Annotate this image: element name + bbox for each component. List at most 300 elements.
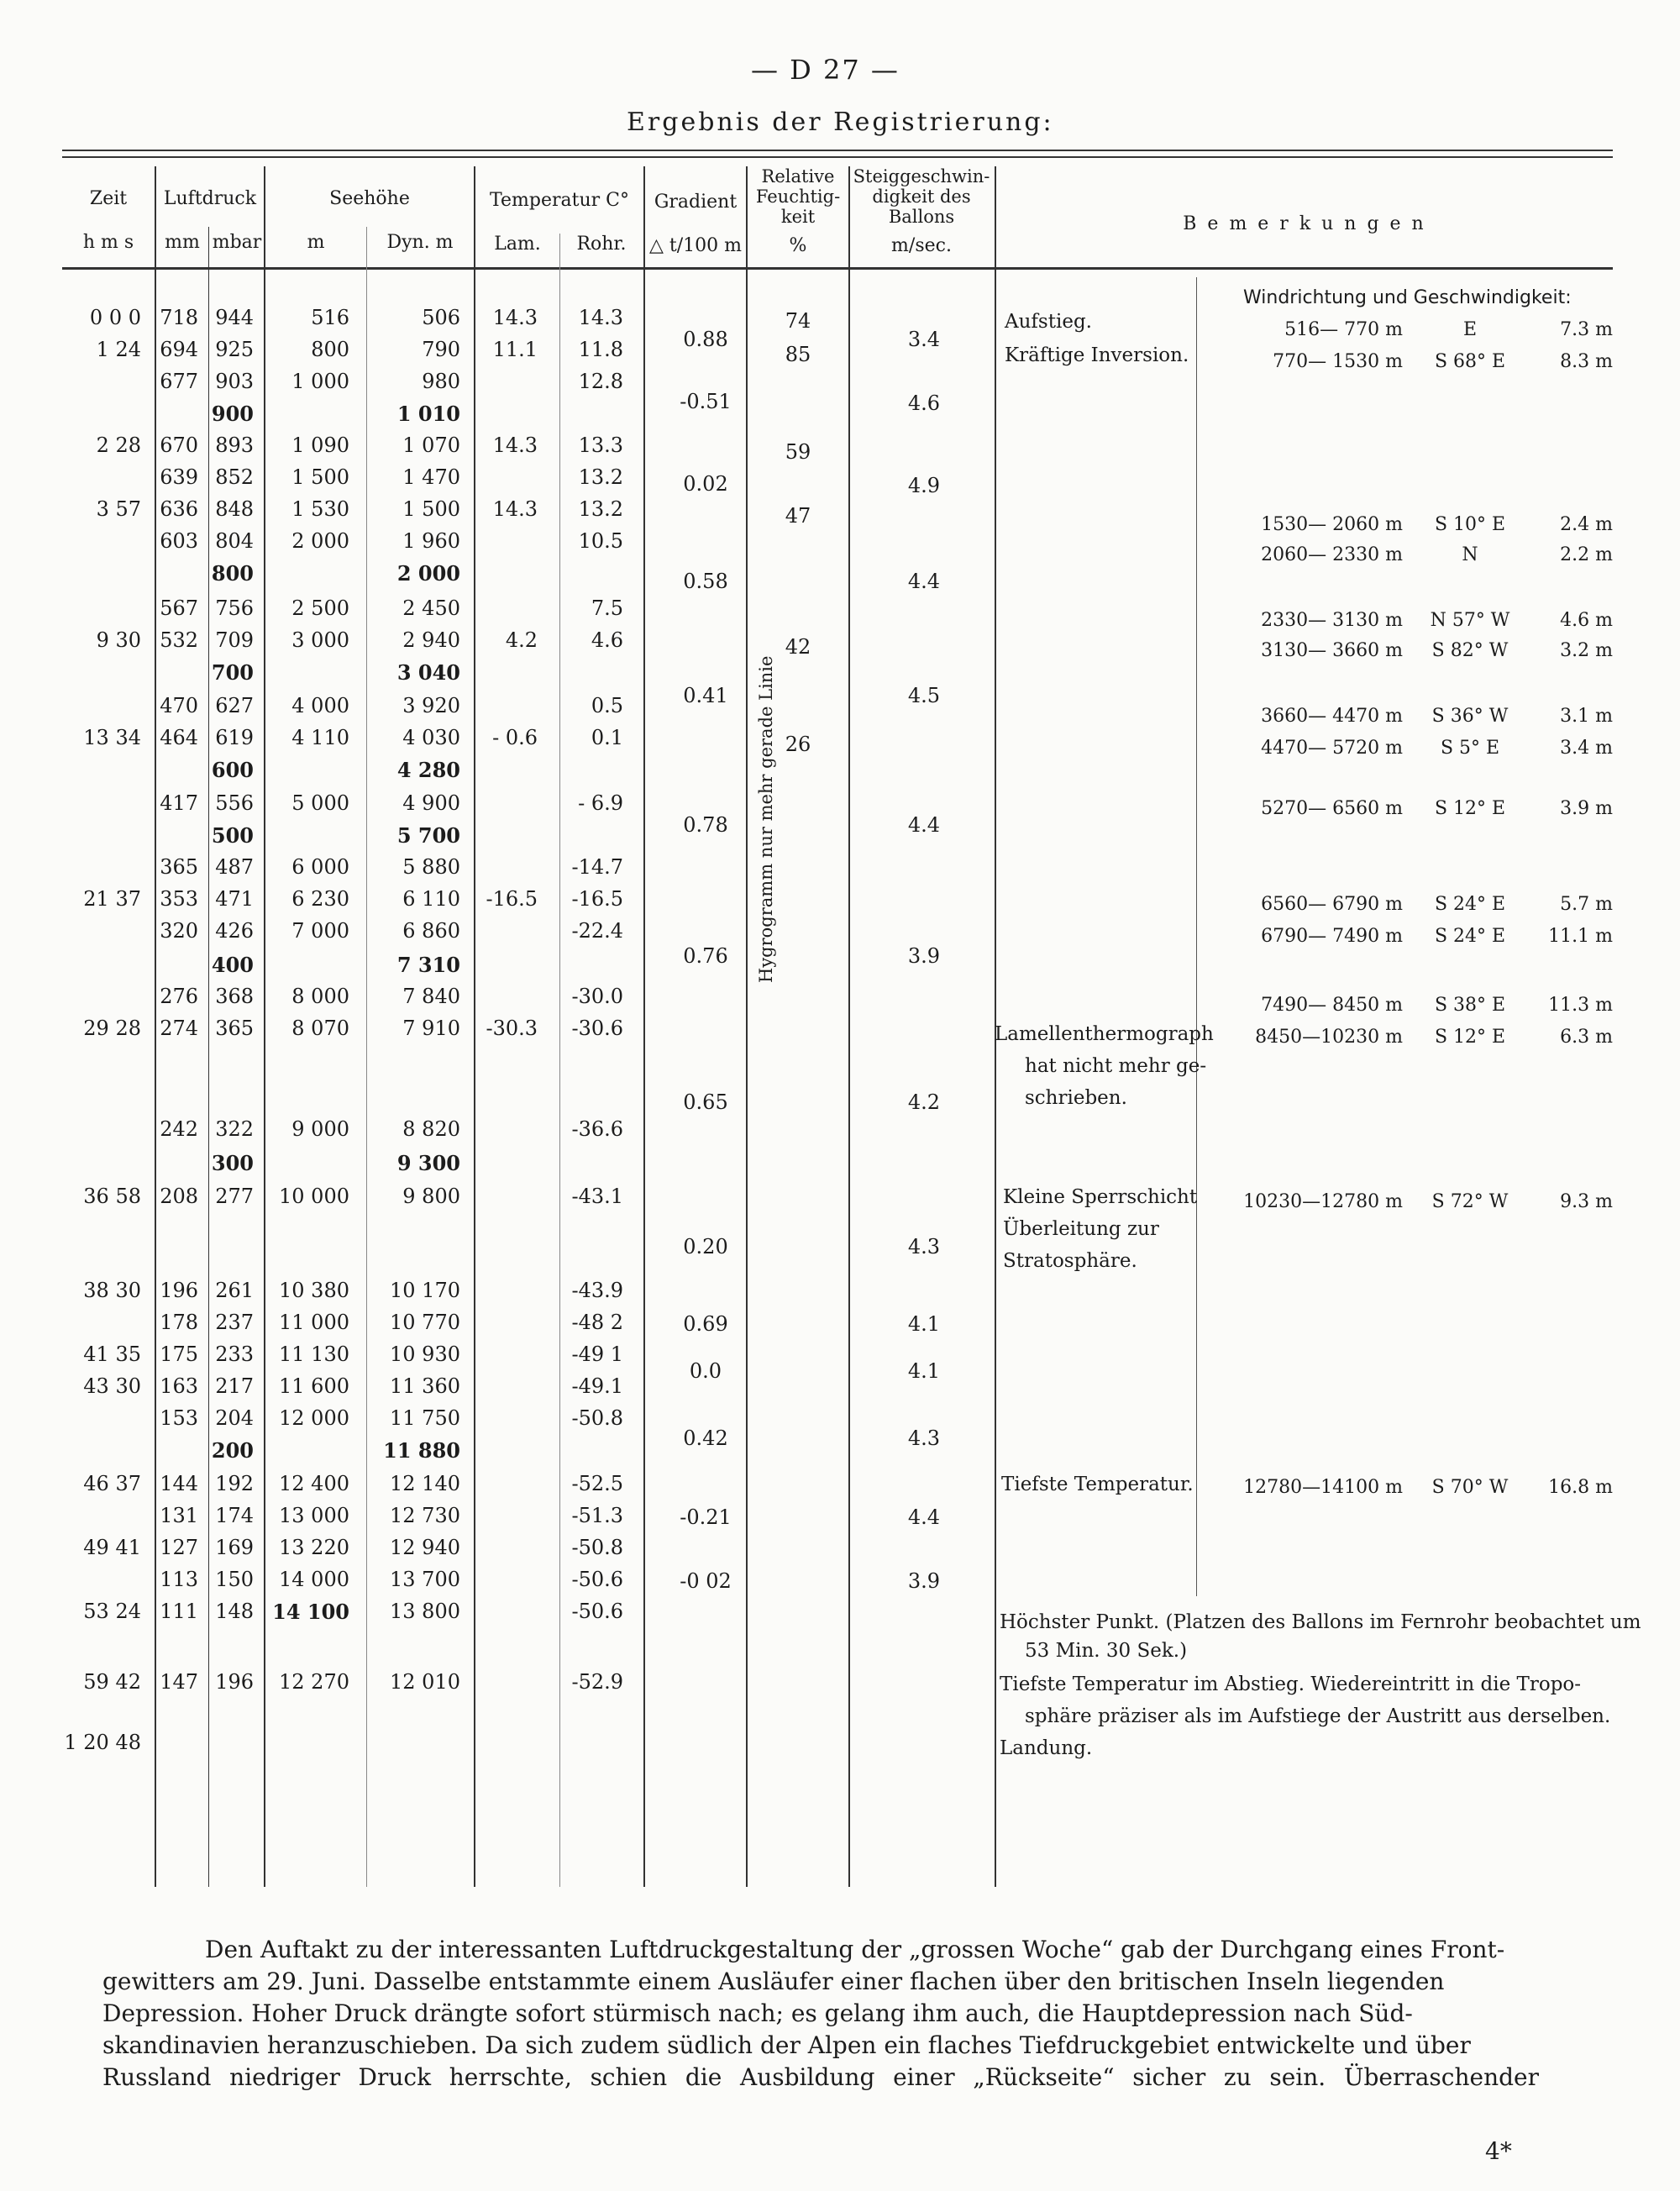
cell-dyn: 12 140 [390, 1472, 460, 1495]
cell-rohr: 0.1 [591, 726, 623, 749]
cell-m: 11 130 [279, 1342, 349, 1366]
cell-m: 13 000 [279, 1504, 349, 1527]
cell-lam: - 0.6 [492, 726, 538, 749]
cell-mm: 639 [160, 465, 198, 489]
cell-mbar: 756 [215, 596, 254, 620]
wind-range: 8450—10230 m [1255, 1027, 1403, 1048]
cell-mm: 178 [160, 1311, 198, 1334]
cell-zeit: 43 30 [83, 1374, 141, 1398]
cell-dyn: 11 880 [383, 1438, 460, 1463]
cell-mm: 677 [160, 370, 198, 393]
remark-aufstieg: Aufstieg. [1005, 311, 1092, 333]
wind-dir: S 24° E [1434, 926, 1506, 947]
gradient-value: -0.51 [680, 390, 732, 413]
wind-dir: S 68° E [1434, 351, 1506, 372]
cell-dyn: 3 040 [396, 660, 460, 685]
wind-speed: 11.3 m [1548, 995, 1613, 1016]
vrule-temperatur [643, 166, 645, 1887]
cell-zeit: 2 28 [96, 433, 141, 457]
cell-mbar: 148 [215, 1600, 254, 1623]
footer-mark: 4* [1485, 2137, 1512, 2165]
gradient-value: 0.42 [683, 1427, 728, 1450]
cell-lam: 11.1 [492, 338, 538, 361]
remark-sperr-1: Kleine Sperrschicht [1003, 1186, 1198, 1208]
cell-rohr: 14.3 [578, 306, 623, 329]
wind-dir: S 82° W [1431, 640, 1509, 661]
cell-mbar: 627 [215, 694, 254, 717]
cell-m: 3 000 [291, 628, 349, 652]
cell-zeit: 41 35 [83, 1342, 141, 1366]
cell-dyn: 7 840 [402, 985, 460, 1008]
cell-rohr: -50.8 [571, 1536, 623, 1559]
cell-mbar: 196 [215, 1670, 254, 1694]
humidity-note-text: Hygrogramm nur mehr gerade Linie [756, 655, 776, 983]
col-subheader-lam: Lam. [494, 234, 541, 255]
cell-rohr: -51.3 [571, 1504, 623, 1527]
cell-dyn: 3 920 [402, 694, 460, 717]
remark-lamellen-3: schrieben. [1025, 1087, 1127, 1109]
cell-mbar: 893 [215, 433, 254, 457]
cell-mm: 670 [160, 433, 198, 457]
cell-dyn: 12 940 [390, 1536, 460, 1559]
wind-speed: 6.3 m [1560, 1027, 1613, 1048]
cell-rohr: -36.6 [571, 1117, 623, 1141]
remark-tiefste: Tiefste Temperatur. [1001, 1474, 1194, 1495]
steig-value: 4.4 [907, 813, 941, 837]
cell-m: 12 400 [279, 1472, 349, 1495]
cell-dyn: 11 360 [390, 1374, 460, 1398]
col-header-feuchte: Relative Feuchtig-keit [755, 166, 841, 227]
wind-range: 12780—14100 m [1243, 1477, 1403, 1498]
cell-rohr: 0.5 [591, 694, 623, 717]
wind-dir: E [1462, 319, 1478, 340]
cell-m: 9 000 [291, 1117, 349, 1141]
cell-dyn: 4 280 [396, 758, 460, 782]
col-header-luftdruck: Luftdruck [163, 188, 257, 209]
wind-speed: 16.8 m [1548, 1477, 1613, 1498]
cell-mbar: 204 [215, 1406, 254, 1430]
cell-rohr: -14.7 [571, 855, 623, 879]
col-subheader-dyn: Dyn. m [386, 232, 454, 253]
cell-lam: 4.2 [505, 628, 538, 652]
cell-rohr: -30.6 [571, 1017, 623, 1040]
cell-rohr: 7.5 [591, 596, 623, 620]
wind-range: 1530— 2060 m [1261, 514, 1403, 535]
cell-lam: 14.3 [492, 497, 538, 521]
cell-mm: 127 [160, 1536, 198, 1559]
humidity-value: 42 [785, 635, 811, 659]
cell-mm: 111 [160, 1600, 198, 1623]
cell-dyn: 2 450 [402, 596, 460, 620]
vrule-feuchte [848, 166, 850, 1887]
cell-rohr: -50.6 [571, 1568, 623, 1591]
cell-zeit: 21 37 [83, 887, 141, 911]
steig-value: 4.4 [907, 570, 941, 593]
cell-lam: -30.3 [486, 1017, 538, 1040]
cell-m: 14 000 [279, 1568, 349, 1591]
steig-value: 4.3 [907, 1427, 941, 1450]
wind-dir: S 5° E [1440, 738, 1500, 759]
cell-dyn: 12 010 [390, 1670, 460, 1694]
gradient-value: 0.69 [683, 1312, 728, 1336]
cell-mbar: 944 [215, 306, 254, 329]
wind-range: 10230—12780 m [1243, 1191, 1403, 1212]
cell-m: 8 000 [291, 985, 349, 1008]
cell-mm: 365 [160, 855, 198, 879]
wind-dir: N 57° W [1430, 610, 1510, 631]
cell-zeit: 1 20 48 [64, 1731, 141, 1754]
cell-mbar: 174 [215, 1504, 254, 1527]
wind-speed: 3.9 m [1560, 798, 1613, 819]
gradient-value: 0.20 [683, 1235, 728, 1258]
cell-m: 14 100 [272, 1600, 349, 1624]
cell-rohr: -52.5 [571, 1472, 623, 1495]
cell-mbar: 192 [215, 1472, 254, 1495]
cell-mm: 196 [160, 1279, 198, 1302]
remark-lamellen-1: Lamellenthermograph [995, 1023, 1214, 1045]
wind-speed: 3.4 m [1560, 738, 1613, 759]
col-header-temperatur: Temperatur C° [490, 190, 629, 211]
table-heading: Ergebnis der Registrierung: [627, 108, 1054, 137]
cell-mbar: 848 [215, 497, 254, 521]
cell-mm: 131 [160, 1504, 198, 1527]
steig-value: 4.1 [907, 1312, 941, 1336]
cell-rohr: -52.9 [571, 1670, 623, 1694]
cell-dyn: 1 470 [402, 465, 460, 489]
cell-dyn: 506 [422, 306, 460, 329]
cell-lam: 14.3 [492, 433, 538, 457]
cell-m: 4 000 [291, 694, 349, 717]
cell-dyn: 1 010 [396, 402, 460, 426]
col-subheader-steig: m/sec. [891, 235, 952, 256]
cell-mm: 567 [160, 596, 198, 620]
cell-m: 4 110 [291, 726, 349, 749]
cell-mbar: 852 [215, 465, 254, 489]
cell-m: 516 [311, 306, 349, 329]
cell-zeit: 0 0 0 [89, 306, 141, 329]
cell-mm: 163 [160, 1374, 198, 1398]
cell-dyn: 9 300 [396, 1151, 460, 1175]
page-number: — D 27 — [751, 54, 900, 86]
cell-zeit: 53 24 [83, 1600, 141, 1623]
cell-mbar: 600 [211, 758, 254, 782]
remark-abstieg-1: Tiefste Temperatur im Abstieg. Wiedereintritt in die Tropo- [1000, 1673, 1582, 1695]
cell-dyn: 4 030 [402, 726, 460, 749]
cell-mbar: 233 [215, 1342, 254, 1366]
wind-speed: 9.3 m [1560, 1191, 1613, 1212]
gradient-value: 0.65 [683, 1090, 728, 1114]
cell-m: 2 500 [291, 596, 349, 620]
cell-rohr: -22.4 [571, 919, 623, 943]
cell-mm: 603 [160, 529, 198, 553]
col-subheader-mm: mm [165, 232, 200, 253]
col-subheader-mbar: mbar [212, 232, 262, 253]
cell-m: 13 220 [279, 1536, 349, 1559]
col-subheader-zeit: h m s [82, 232, 134, 253]
cell-rohr: -49 1 [571, 1342, 623, 1366]
cell-dyn: 1 500 [402, 497, 460, 521]
cell-m: 1 500 [291, 465, 349, 489]
cell-zeit: 46 37 [83, 1472, 141, 1495]
gradient-value: 0.0 [689, 1359, 722, 1383]
cell-m: 2 000 [291, 529, 349, 553]
remark-hoechster-2: 53 Min. 30 Sek.) [1025, 1640, 1188, 1662]
cell-mm: 144 [160, 1472, 198, 1495]
cell-rohr: 13.2 [578, 465, 623, 489]
cell-rohr: -49.1 [571, 1374, 623, 1398]
cell-mbar: 400 [211, 953, 254, 977]
header-rule [62, 267, 1613, 270]
cell-rohr: -16.5 [571, 887, 623, 911]
cell-rohr: 13.2 [578, 497, 623, 521]
wind-range: 3130— 3660 m [1261, 640, 1403, 661]
cell-rohr: -50.6 [571, 1600, 623, 1623]
cell-dyn: 5 880 [402, 855, 460, 879]
gradient-value: 0.88 [683, 328, 728, 351]
col-header-bemerkungen: B e m e r k u n g e n [1183, 213, 1426, 234]
gradient-value: -0.21 [680, 1505, 732, 1529]
cell-mbar: 500 [211, 823, 254, 848]
cell-m: 11 600 [279, 1374, 349, 1398]
wind-range: 770— 1530 m [1273, 351, 1403, 372]
wind-speed: 11.1 m [1548, 926, 1613, 947]
cell-mbar: 261 [215, 1279, 254, 1302]
cell-dyn: 10 770 [390, 1311, 460, 1334]
cell-m: 7 000 [291, 919, 349, 943]
col-subheader-m: m [307, 232, 325, 253]
wind-speed: 3.2 m [1560, 640, 1613, 661]
cell-m: 10 380 [279, 1279, 349, 1302]
cell-zeit: 49 41 [83, 1536, 141, 1559]
cell-m: 1 530 [291, 497, 349, 521]
cell-dyn: 12 730 [390, 1504, 460, 1527]
wind-dir: S 24° E [1434, 894, 1506, 915]
cell-dyn: 1 960 [402, 529, 460, 553]
cell-mm: 153 [160, 1406, 198, 1430]
cell-mbar: 200 [211, 1438, 254, 1463]
humidity-note [754, 655, 783, 988]
cell-mbar: 426 [215, 919, 254, 943]
cell-dyn: 11 750 [390, 1406, 460, 1430]
cell-mbar: 368 [215, 985, 254, 1008]
cell-mm: 470 [160, 694, 198, 717]
wind-range: 3660— 4470 m [1261, 706, 1403, 727]
cell-mm: 718 [160, 306, 198, 329]
top-rule [62, 150, 1613, 151]
cell-m: 1 000 [291, 370, 349, 393]
cell-mbar: 800 [211, 561, 254, 586]
cell-rohr: -43.1 [571, 1185, 623, 1208]
cell-dyn: 6 860 [402, 919, 460, 943]
cell-m: 12 270 [279, 1670, 349, 1694]
cell-dyn: 8 820 [402, 1117, 460, 1141]
cell-mm: 276 [160, 985, 198, 1008]
vrule-gradient [746, 166, 748, 1887]
cell-dyn: 1 070 [402, 433, 460, 457]
body-line: Russland niedriger Druck herrschte, schien die Ausbildung einer „Rückseite“ sicher zu sein. Überraschender [102, 2063, 1539, 2091]
cell-mbar: 804 [215, 529, 254, 553]
cell-m: 10 000 [279, 1185, 349, 1208]
cell-mbar: 903 [215, 370, 254, 393]
gradient-value: 0.76 [683, 944, 728, 968]
cell-m: 6 000 [291, 855, 349, 879]
remark-landung: Landung. [1000, 1737, 1093, 1759]
wind-range: 6790— 7490 m [1261, 926, 1403, 947]
wind-range: 5270— 6560 m [1261, 798, 1403, 819]
cell-dyn: 2 940 [402, 628, 460, 652]
cell-mbar: 619 [215, 726, 254, 749]
cell-zeit: 36 58 [83, 1185, 141, 1208]
cell-mm: 636 [160, 497, 198, 521]
body-line: skandinavien heranzuschieben. Da sich zudem südlich der Alpen ein flaches Tiefdruckgebiet entwickelte und über [102, 2031, 1471, 2059]
cell-m: 6 230 [291, 887, 349, 911]
cell-dyn: 10 930 [390, 1342, 460, 1366]
wind-speed: 8.3 m [1560, 351, 1613, 372]
cell-mbar: 487 [215, 855, 254, 879]
col-header-seehoehe: Seehöhe [329, 188, 410, 209]
cell-m: 12 000 [279, 1406, 349, 1430]
cell-dyn: 6 110 [402, 887, 460, 911]
cell-rohr: 11.8 [578, 338, 623, 361]
cell-zeit: 1 24 [96, 338, 141, 361]
body-paragraph [102, 1934, 1539, 2094]
col-header-steig: Steiggeschwin-digkeit des Ballons [853, 166, 990, 227]
steig-value: 4.3 [907, 1235, 941, 1258]
steig-value: 4.6 [907, 391, 941, 415]
cell-mbar: 150 [215, 1568, 254, 1591]
cell-m: 800 [311, 338, 349, 361]
col-header-zeit: Zeit [89, 188, 128, 209]
cell-mm: 320 [160, 919, 198, 943]
col-subheader-rohr: Rohr. [576, 234, 627, 255]
cell-m: 8 070 [291, 1017, 349, 1040]
cell-mbar: 217 [215, 1374, 254, 1398]
cell-lam: -16.5 [486, 887, 538, 911]
wind-speed: 5.7 m [1560, 894, 1613, 915]
cell-mbar: 277 [215, 1185, 254, 1208]
cell-dyn: 7 310 [396, 953, 460, 977]
wind-range: 6560— 6790 m [1261, 894, 1403, 915]
cell-mm: 532 [160, 628, 198, 652]
cell-rohr: -43.9 [571, 1279, 623, 1302]
remark-sperr-3: Stratosphäre. [1003, 1250, 1137, 1272]
cell-rohr: 4.6 [591, 628, 623, 652]
wind-dir: S 72° W [1431, 1191, 1509, 1212]
remark-hoechster-1: Höchster Punkt. (Platzen des Ballons im Fernrohr beobachtet um [1000, 1611, 1641, 1633]
cell-rohr: - 6.9 [578, 791, 623, 815]
cell-mbar: 709 [215, 628, 254, 652]
humidity-value: 85 [785, 343, 811, 366]
cell-rohr: -30.0 [571, 985, 623, 1008]
cell-rohr: 10.5 [578, 529, 623, 553]
gradient-value: 0.58 [683, 570, 728, 593]
cell-mm: 113 [160, 1568, 198, 1591]
cell-mbar: 169 [215, 1536, 254, 1559]
cell-mbar: 322 [215, 1117, 254, 1141]
cell-dyn: 9 800 [402, 1185, 460, 1208]
wind-speed: 2.2 m [1560, 544, 1613, 565]
cell-mbar: 900 [211, 402, 254, 426]
wind-dir: S 12° E [1434, 798, 1506, 819]
wind-speed: 3.1 m [1560, 706, 1613, 727]
cell-mm: 694 [160, 338, 198, 361]
humidity-value: 59 [785, 440, 811, 464]
cell-mm: 274 [160, 1017, 198, 1040]
steig-value: 3.4 [907, 328, 941, 351]
top-rule-2 [62, 156, 1613, 158]
cell-m: 5 000 [291, 791, 349, 815]
remark-inversion: Kräftige Inversion. [1005, 344, 1189, 366]
wind-speed: 2.4 m [1560, 514, 1613, 535]
humidity-value: 47 [785, 504, 811, 528]
cell-dyn: 4 900 [402, 791, 460, 815]
cell-dyn: 13 800 [390, 1600, 460, 1623]
cell-mm: 464 [160, 726, 198, 749]
gradient-value: 0.78 [683, 813, 728, 837]
wind-dir: S 10° E [1434, 514, 1506, 535]
humidity-value: 74 [785, 309, 811, 333]
wind-dir: S 70° W [1431, 1477, 1509, 1498]
cell-mbar: 556 [215, 791, 254, 815]
cell-m: 1 090 [291, 433, 349, 457]
cell-dyn: 5 700 [396, 823, 460, 848]
body-line: gewitters am 29. Juni. Dasselbe entstammte einem Ausläufer einer flachen über den britischen Inseln liegenden [102, 1968, 1445, 1995]
steig-value: 4.5 [907, 684, 941, 707]
body-line: Depression. Hoher Druck drängte sofort stürmisch nach; es gelang ihm auch, die Hauptdepression nach Süd- [102, 1999, 1413, 2027]
wind-range: 2060— 2330 m [1261, 544, 1403, 565]
cell-rohr: 12.8 [578, 370, 623, 393]
wind-header: Windrichtung und Geschwindigkeit: [1243, 287, 1572, 308]
cell-mbar: 300 [211, 1151, 254, 1175]
wind-dir: S 12° E [1434, 1027, 1506, 1048]
cell-mm: 417 [160, 791, 198, 815]
cell-zeit: 59 42 [83, 1670, 141, 1694]
cell-mbar: 365 [215, 1017, 254, 1040]
cell-mbar: 925 [215, 338, 254, 361]
cell-mbar: 237 [215, 1311, 254, 1334]
col-header-gradient: Gradient [654, 192, 738, 213]
cell-dyn: 10 170 [390, 1279, 460, 1302]
gradient-value: 0.02 [683, 472, 728, 496]
cell-mm: 175 [160, 1342, 198, 1366]
cell-dyn: 13 700 [390, 1568, 460, 1591]
steig-value: 4.1 [907, 1359, 941, 1383]
steig-value: 4.9 [907, 474, 941, 497]
cell-dyn: 980 [422, 370, 460, 393]
wind-range: 2330— 3130 m [1261, 610, 1403, 631]
cell-zeit: 9 30 [96, 628, 141, 652]
wind-range: 7490— 8450 m [1261, 995, 1403, 1016]
wind-dir: S 38° E [1434, 995, 1506, 1016]
col-subheader-gradient: △ t/100 m [648, 235, 742, 256]
wind-range: 516— 770 m [1284, 319, 1403, 340]
vrule-mm [208, 227, 209, 1887]
cell-zeit: 38 30 [83, 1279, 141, 1302]
cell-zeit: 29 28 [83, 1017, 141, 1040]
cell-dyn: 2 000 [396, 561, 460, 586]
body-line: Den Auftakt zu der interessanten Luftdruckgestaltung der „grossen Woche“ gab der Durchgang eines Front- [205, 1936, 1505, 1963]
gradient-value: 0.41 [683, 684, 728, 707]
cell-mbar: 471 [215, 887, 254, 911]
wind-dir: N [1462, 544, 1478, 565]
cell-mm: 242 [160, 1117, 198, 1141]
remark-lamellen-2: hat nicht mehr ge- [1025, 1055, 1207, 1077]
cell-rohr: -50.8 [571, 1406, 623, 1430]
humidity-value: 26 [785, 733, 811, 756]
cell-mm: 208 [160, 1185, 198, 1208]
steig-value: 3.9 [907, 1569, 941, 1593]
wind-speed: 4.6 m [1560, 610, 1613, 631]
